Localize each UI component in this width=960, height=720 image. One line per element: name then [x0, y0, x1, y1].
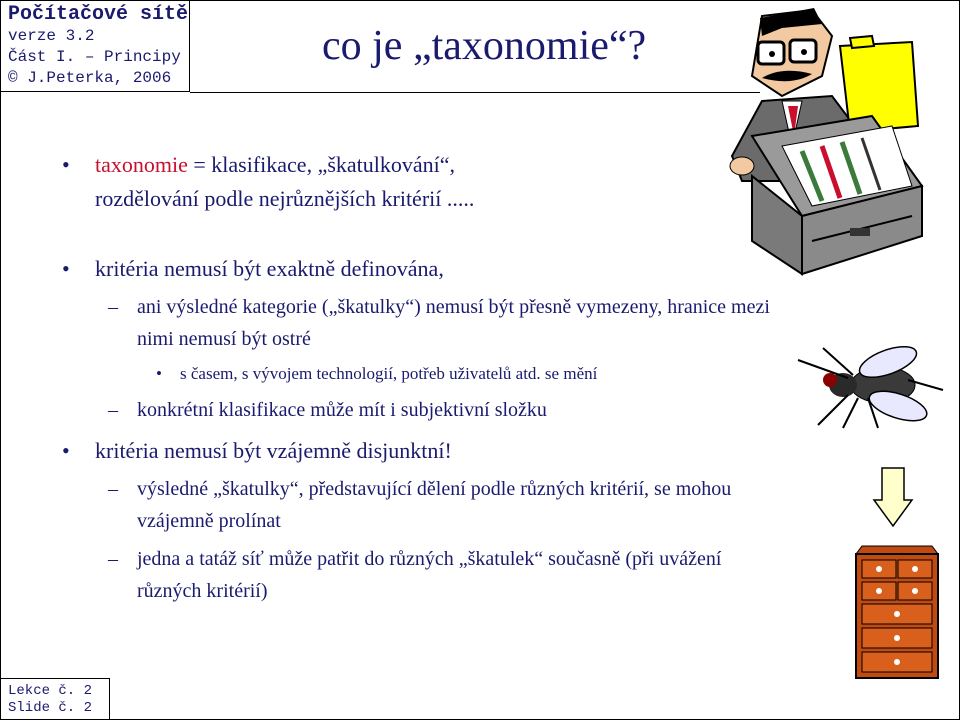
bullet-dot: • [62, 152, 70, 177]
sub-same-network-line1: jedna a tatáž síť může patřit do různých „škatulek“ současně (při uvážení [137, 548, 722, 570]
chest-of-drawers-icon [852, 544, 942, 682]
slide-footer [0, 678, 110, 720]
dash-bullet: – [108, 296, 118, 318]
bullet-dot: • [62, 438, 70, 463]
dash-bullet: – [108, 478, 118, 500]
taxonomy-definition: = klasifikace, „škatulkování“, [187, 152, 456, 177]
bullet-dot-small: • [156, 364, 162, 383]
sub-same-network-line2: různých kritérií) [137, 580, 268, 602]
course-copyright: © J.Peterka, 2006 [8, 69, 172, 87]
dash-bullet: – [108, 399, 118, 421]
sub-overlap-line2: vzájemně prolínat [137, 510, 281, 532]
sub-overlap-line1: výsledné „škatulky“, představující dělení podle různých kritérií, se mohou [137, 478, 732, 500]
slide-number: Slide č. 2 [8, 700, 93, 716]
dash-bullet: – [108, 548, 118, 570]
course-title: Počítačové sítě [8, 3, 189, 26]
down-arrow-icon [872, 466, 914, 528]
man-with-file-cabinet-icon [722, 6, 954, 276]
lecture-number: Lekce č. 2 [8, 683, 93, 699]
term-taxonomy: taxonomie [95, 152, 188, 177]
sub-categories-line2: nimi nemusí být ostré [137, 328, 311, 350]
course-header [0, 0, 190, 92]
bullet-dot: • [62, 256, 70, 281]
sub-categories-line1: ani výsledné kategorie („škatulky“) nemusí být přesně vymezeny, hranice mezi [137, 296, 770, 318]
bullet-criteria-not-disjoint: kritéria nemusí být vzájemně disjunktní! [95, 438, 452, 463]
course-version: verze 3.2 [8, 27, 95, 45]
fly-icon [788, 340, 948, 430]
sub-sub-time-change: s časem, s vývojem technologií, potřeb uživatelů atd. se mění [180, 364, 598, 383]
slide-title: co je „taxonomie“? [322, 23, 647, 69]
course-part: Část I. – Principy [8, 48, 181, 66]
header-divider [190, 92, 760, 93]
bullet-criteria-inexact: kritéria nemusí být exaktně definována, [95, 256, 444, 281]
bullet-taxonomy [95, 150, 455, 180]
taxonomy-definition-line2: rozdělování podle nejrůznějších kritérií ..... [95, 186, 475, 211]
sub-subjective: konkrétní klasifikace může mít i subjektivní složku [137, 399, 547, 421]
